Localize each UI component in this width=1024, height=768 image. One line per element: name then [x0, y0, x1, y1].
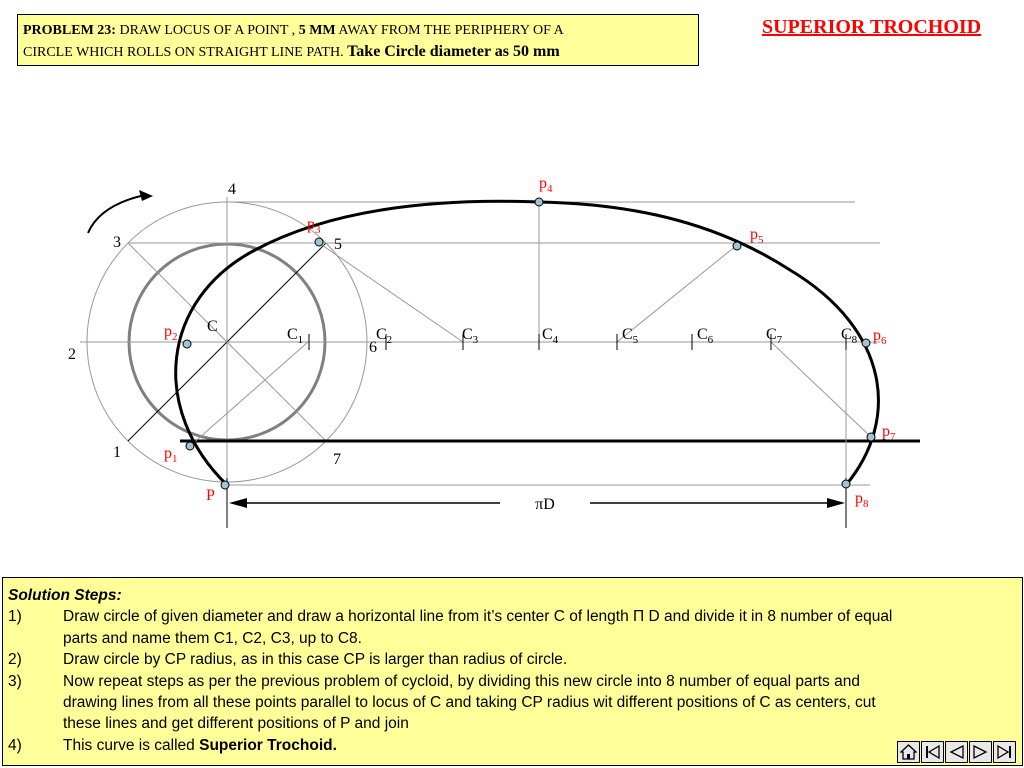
page-title: SUPERIOR TROCHOID: [762, 16, 982, 38]
problem-label: PROBLEM 23:: [23, 23, 116, 38]
step-text: Now repeat steps as per the previous problem of cycloid, by dividing this new circle into 8 number of equal parts and drawing lines from all these points parallel to locus of C and taking CP radius wit different positions of C as centers, cut these lines and get different positions of P and join: [63, 672, 876, 733]
center-label-c1: $C_1$: [287, 326, 304, 346]
division-6: 6: [369, 339, 377, 356]
problem-text-1: DRAW LOCUS OF A POINT ,: [119, 23, 296, 38]
point-label-p6: $p_6$: [873, 327, 887, 347]
home-button[interactable]: [897, 741, 920, 763]
solution-step: [8, 649, 1022, 670]
division-3: 3: [113, 234, 121, 251]
next-slide-icon: [972, 744, 989, 760]
step-text: Draw circle of given diameter and draw a horizontal line from it’s center C of length Π D and divide it in 8 number of equal parts and name them C1, C2, C3, up to C8.: [63, 608, 893, 647]
rotation-arrow-icon: [139, 190, 153, 201]
center-label-c5: $C_5$: [622, 326, 639, 346]
division-5: 5: [334, 236, 342, 253]
solution-step: [8, 671, 1022, 735]
point-label-p7: $p_7$: [882, 423, 896, 443]
point-label-p8: $p_8$: [855, 490, 869, 510]
step-text: [63, 735, 893, 756]
point-p-label: P: [206, 487, 215, 504]
previous-slide-icon: [948, 744, 965, 760]
center-c-label: C: [207, 318, 218, 335]
division-1: 1: [113, 444, 121, 461]
last-slide-button[interactable]: [993, 741, 1016, 763]
step-number: 1): [8, 608, 22, 626]
slide-navigation: [897, 741, 1016, 763]
step-number: 2): [8, 651, 22, 669]
solution-heading: Solution Steps:: [8, 587, 122, 604]
center-label-c3: $C_3$: [462, 326, 479, 346]
point-label-p2: $p_2$: [164, 323, 178, 343]
problem-diameter: Take Circle diameter as 50 mm: [347, 43, 560, 60]
center-label-c2: $C_2$: [376, 326, 393, 346]
dimension-arrow-right-icon: [827, 498, 845, 508]
point-label-p4: $p_4$: [539, 175, 553, 195]
step-number: 4): [8, 736, 22, 754]
step-text: Draw circle by CP radius, as in this case CP is larger than radius of circle.: [63, 651, 568, 669]
pi-d-label: πD: [535, 496, 555, 513]
problem-text-1b: AWAY FROM THE PERIPHERY OF A: [338, 23, 564, 38]
construction-line-p3: [319, 243, 463, 342]
dimension-arrow-left-icon: [229, 498, 247, 508]
first-slide-icon: [924, 744, 941, 760]
center-label-c4: $C_4$: [542, 326, 559, 346]
last-slide-icon: [996, 744, 1013, 760]
construction-line-p7: [771, 342, 871, 437]
step-number: 3): [8, 672, 22, 690]
center-label-c8: $C_8$: [841, 326, 858, 346]
center-label-c7: $C_7$: [766, 326, 783, 346]
division-7: 7: [333, 451, 341, 468]
center-label-c6: $C_6$: [697, 326, 714, 346]
point-label-p5: $p_5$: [750, 226, 764, 246]
point-label-p3: $p_3$: [307, 216, 321, 236]
solution-steps-box: [2, 577, 1023, 766]
solution-step: [8, 735, 1022, 756]
first-slide-button[interactable]: [921, 741, 944, 763]
step-text-bold: Superior Trochoid.: [199, 736, 337, 754]
construction-line-p5: [617, 245, 737, 342]
division-2: 2: [68, 346, 76, 363]
home-icon: [900, 744, 917, 760]
step-text-prefix: This curve is called: [63, 736, 195, 754]
construction-line-p1: [190, 342, 308, 446]
solution-step: [8, 606, 1022, 649]
problem-text-2: CIRCLE WHICH ROLLS ON STRAIGHT LINE PATH.: [23, 45, 344, 60]
rotation-arc: [88, 195, 145, 233]
next-slide-button[interactable]: [969, 741, 992, 763]
previous-slide-button[interactable]: [945, 741, 968, 763]
problem-distance: 5 MM: [298, 23, 336, 38]
division-4: 4: [228, 181, 236, 198]
point-label-p1: $p_1$: [164, 445, 178, 465]
